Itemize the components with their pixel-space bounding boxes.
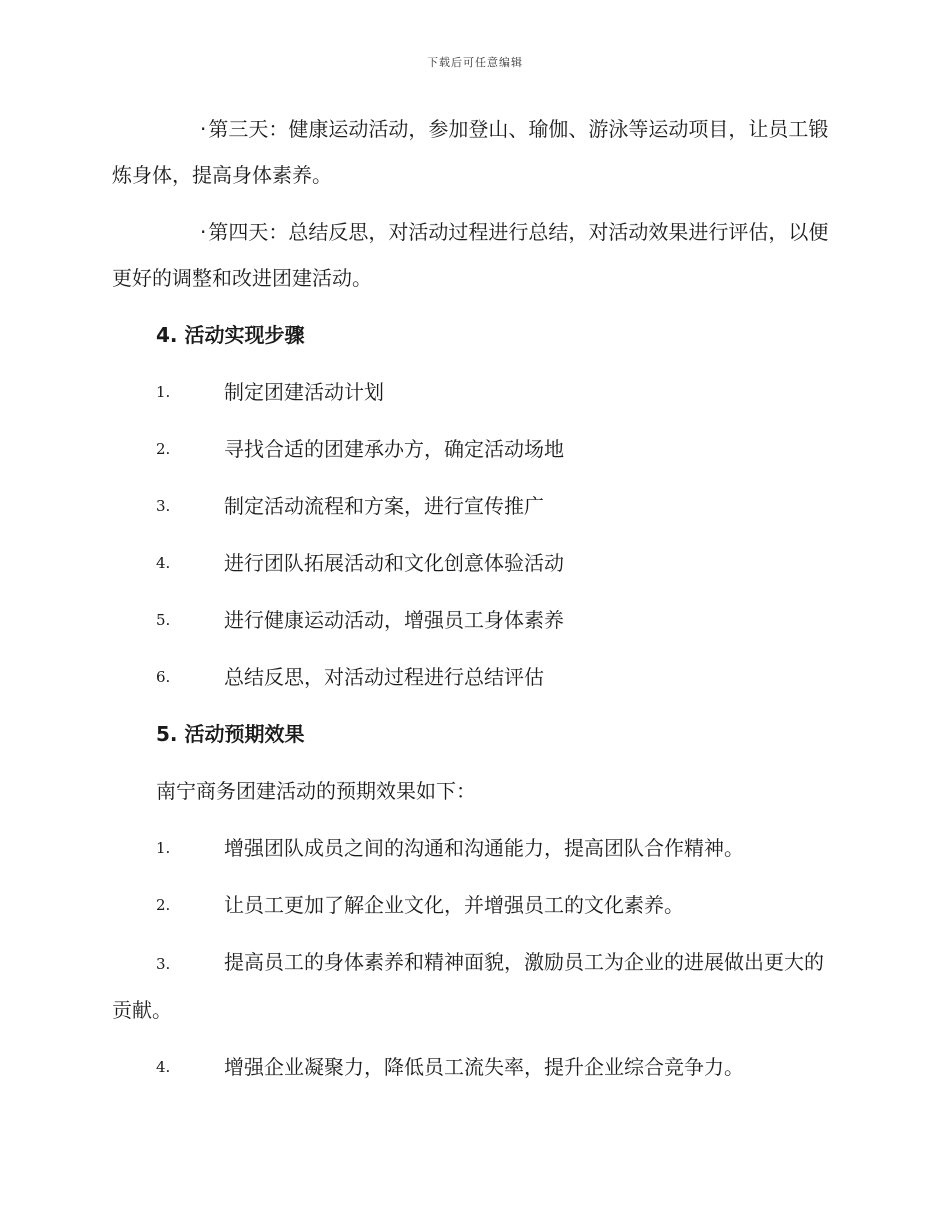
- list-number: 3.: [156, 955, 171, 973]
- list-item: [112, 426, 834, 472]
- section4-heading: 4. 活动实现步骤: [156, 323, 305, 347]
- list-item: [112, 939, 834, 1033]
- list-text: 总结反思，对活动过程进行总结评估: [224, 665, 544, 689]
- list-text: 增强企业凝聚力，降低员工流失率，提升企业综合竞争力。: [224, 1055, 744, 1079]
- list-number: 2.: [156, 896, 171, 914]
- list-number: 6.: [156, 668, 171, 686]
- list-text: 制定团建活动计划: [224, 380, 384, 404]
- list-number: 1.: [156, 839, 171, 857]
- bullet-dot: ·: [200, 220, 207, 244]
- list-text: 制定活动流程和方案，进行宣传推广: [224, 494, 544, 518]
- list-item: [112, 597, 834, 643]
- list-number: 4.: [156, 1058, 171, 1076]
- list-text: 寻找合适的团建承办方，确定活动场地: [224, 437, 564, 461]
- list-item: [112, 825, 834, 871]
- list-number: 3.: [156, 497, 171, 515]
- list-item: [112, 654, 834, 700]
- list-item: [112, 483, 834, 529]
- list-item: [112, 882, 834, 928]
- list-text: 让员工更加了解企业文化，并增强员工的文化素养。: [224, 893, 684, 917]
- list-number: 1.: [156, 383, 171, 401]
- document-body: [112, 106, 834, 1101]
- list-text: 提高员工的身体素养和精神面貌，激励员工为企业的进展做出更大的贡献。: [112, 950, 824, 1022]
- list-item: [112, 369, 834, 415]
- day4-paragraph: [112, 209, 834, 301]
- bullet-dot: ·: [200, 117, 207, 141]
- list-text: 进行健康运动活动，增强员工身体素养: [224, 608, 564, 632]
- day3-paragraph: [112, 106, 834, 198]
- section5-heading: 5. 活动预期效果: [156, 722, 305, 746]
- list-number: 2.: [156, 440, 171, 458]
- day3-text: 第三天：健康运动活动，参加登山、瑜伽、游泳等运动项目，让员工锻炼身体，提高身体素养。: [112, 117, 829, 187]
- section5-intro: 南宁商务团建活动的预期效果如下：: [156, 779, 476, 803]
- list-text: 增强团队成员之间的沟通和沟通能力，提高团队合作精神。: [224, 836, 744, 860]
- page-header-note: 下载后可任意编辑: [427, 56, 523, 69]
- list-number: 4.: [156, 554, 171, 572]
- list-number: 5.: [156, 611, 171, 629]
- list-item: [112, 540, 834, 586]
- day4-text: 第四天：总结反思，对活动过程进行总结，对活动效果进行评估，以便更好的调整和改进团建活动。: [112, 220, 829, 290]
- list-text: 进行团队拓展活动和文化创意体验活动: [224, 551, 564, 575]
- list-item: [112, 1044, 834, 1090]
